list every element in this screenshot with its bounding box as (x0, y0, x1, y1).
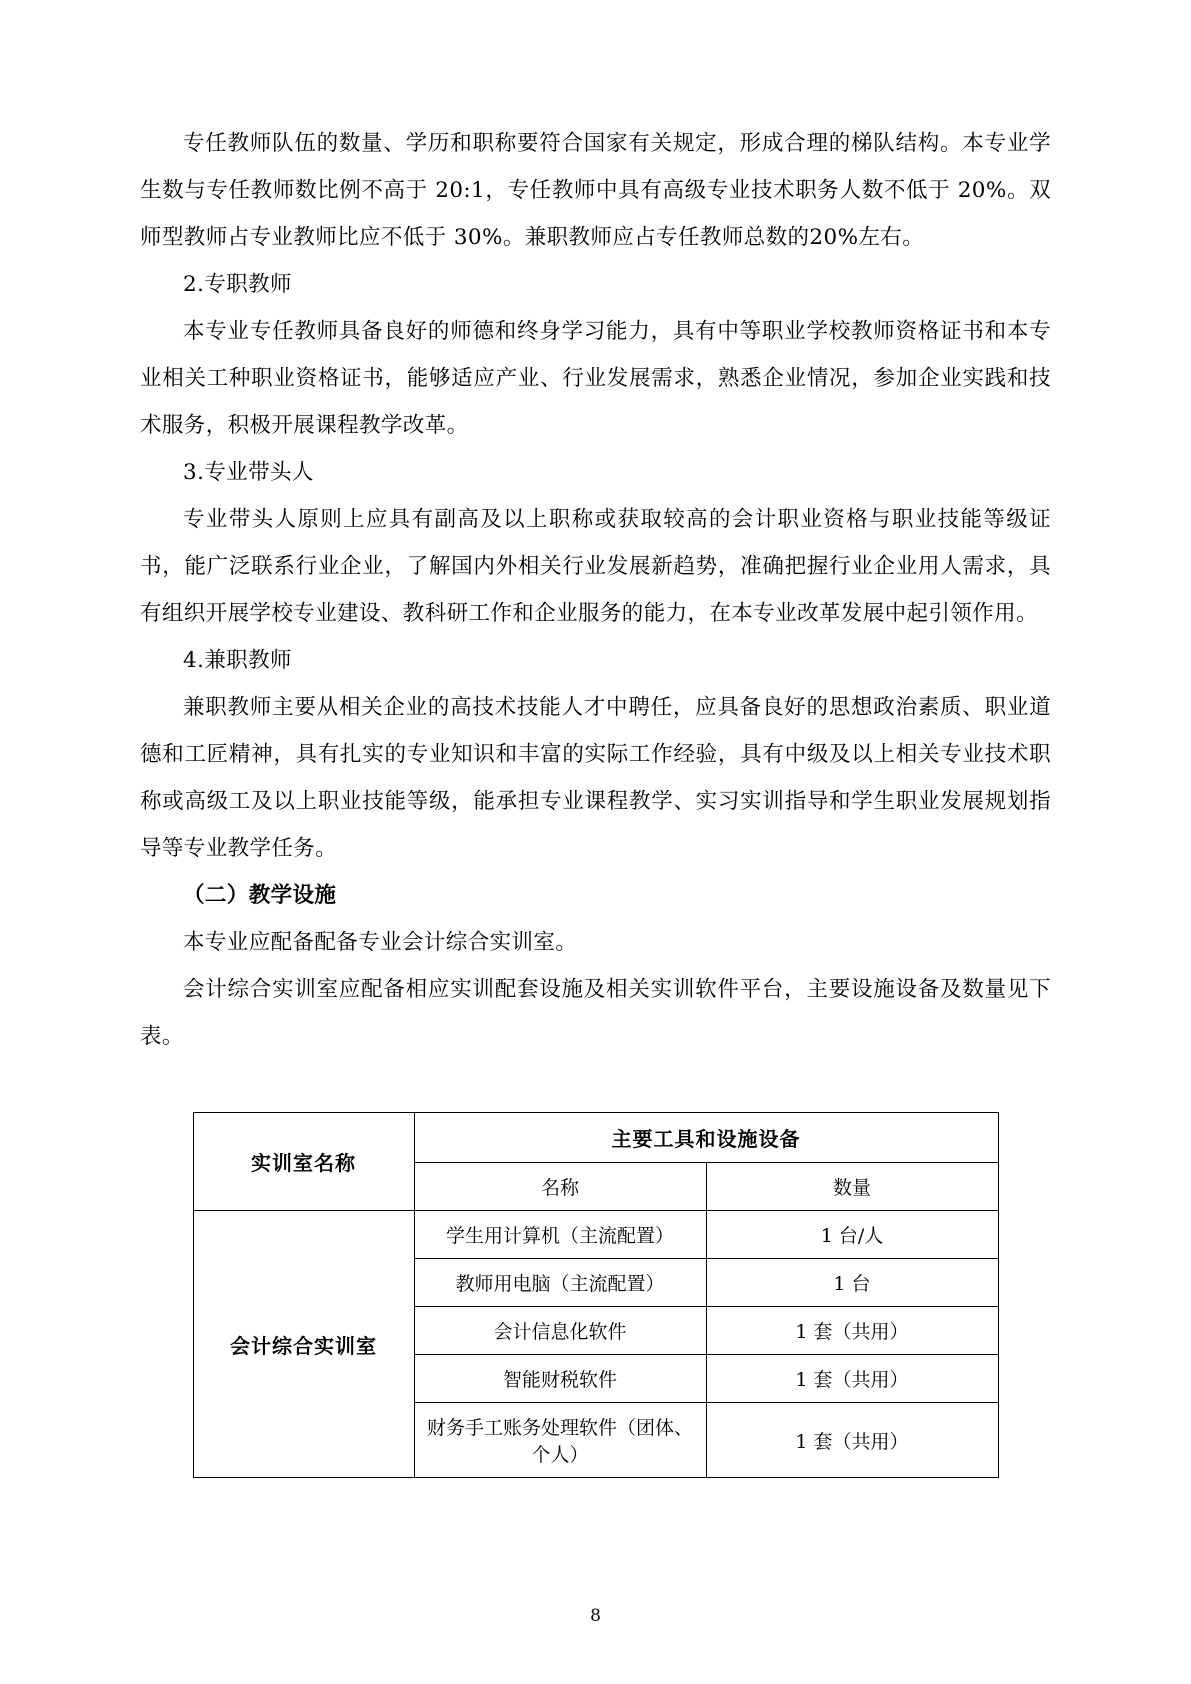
table-cell-qty: 1 台/人 (706, 1211, 998, 1259)
document-body (140, 120, 1051, 1060)
paragraph-teacher-team: 专任教师队伍的数量、学历和职称要符合国家有关规定，形成合理的梯队结构。本专业学生数与专任教师数比例不高于 20:1，专任教师中具有高级专业技术职务人数不低于 20%。双师型教师占专业教师比应不低于 30%。兼职教师应占专任教师总数的20%左右。 (140, 131, 1051, 250)
heading-full-time-teacher: 2.专职教师 (183, 272, 292, 297)
equipment-table-wrapper (140, 1112, 1051, 1478)
table-cell-name: 智能财税软件 (414, 1355, 706, 1403)
paragraph-lab-requirement: 本专业应配备配备专业会计综合实训室。 (183, 930, 578, 955)
heading-program-leader: 3.专业带头人 (183, 460, 314, 485)
heading-part-time-teacher: 4.兼职教师 (183, 648, 292, 673)
equipment-table (193, 1112, 999, 1478)
section-heading-teaching-facilities: （二）教学设施 (183, 883, 337, 908)
table-header-equipment: 主要工具和设施设备 (414, 1113, 998, 1163)
table-cell-name: 学生用计算机（主流配置） (414, 1211, 706, 1259)
table-cell-lab-name: 会计综合实训室 (193, 1211, 414, 1478)
table-cell-qty: 1 套（共用） (706, 1307, 998, 1355)
table-header-lab-name: 实训室名称 (193, 1113, 414, 1211)
table-cell-qty: 1 套（共用） (706, 1355, 998, 1403)
table-cell-name: 教师用电脑（主流配置） (414, 1259, 706, 1307)
table-cell-name: 财务手工账务处理软件（团体、个人） (414, 1403, 706, 1478)
table-cell-name: 会计信息化软件 (414, 1307, 706, 1355)
paragraph-full-time-teacher: 本专业专任教师具备良好的师德和终身学习能力，具有中等职业学校教师资格证书和本专业相关工种职业资格证书，能够适应产业、行业发展需求，熟悉企业情况，参加企业实践和技术服务，积极开展课程教学改革。 (140, 319, 1051, 438)
table-header-row-main (193, 1113, 998, 1163)
table-header-name: 名称 (414, 1163, 706, 1211)
table-cell-qty: 1 套（共用） (706, 1403, 998, 1478)
table-header-qty: 数量 (706, 1163, 998, 1211)
paragraph-lab-equipment-intro: 会计综合实训室应配备相应实训配套设施及相关实训软件平台，主要设施设备及数量见下表。 (140, 977, 1051, 1049)
table-cell-qty: 1 台 (706, 1259, 998, 1307)
paragraph-program-leader: 专业带头人原则上应具有副高及以上职称或获取较高的会计职业资格与职业技能等级证书，能广泛联系行业企业，了解国内外相关行业发展新趋势，准确把握行业企业用人需求，具有组织开展学校专业建设、教科研工作和企业服务的能力，在本专业改革发展中起引领作用。 (140, 507, 1051, 626)
table-row (193, 1211, 998, 1259)
paragraph-part-time-teacher: 兼职教师主要从相关企业的高技术技能人才中聘任，应具备良好的思想政治素质、职业道德和工匠精神，具有扎实的专业知识和丰富的实际工作经验，具有中级及以上相关专业技术职称或高级工及以上职业技能等级，能承担专业课程教学、实习实训指导和学生职业发展规划指导等专业教学任务。 (140, 695, 1051, 861)
page-number: 8 (590, 1606, 601, 1626)
